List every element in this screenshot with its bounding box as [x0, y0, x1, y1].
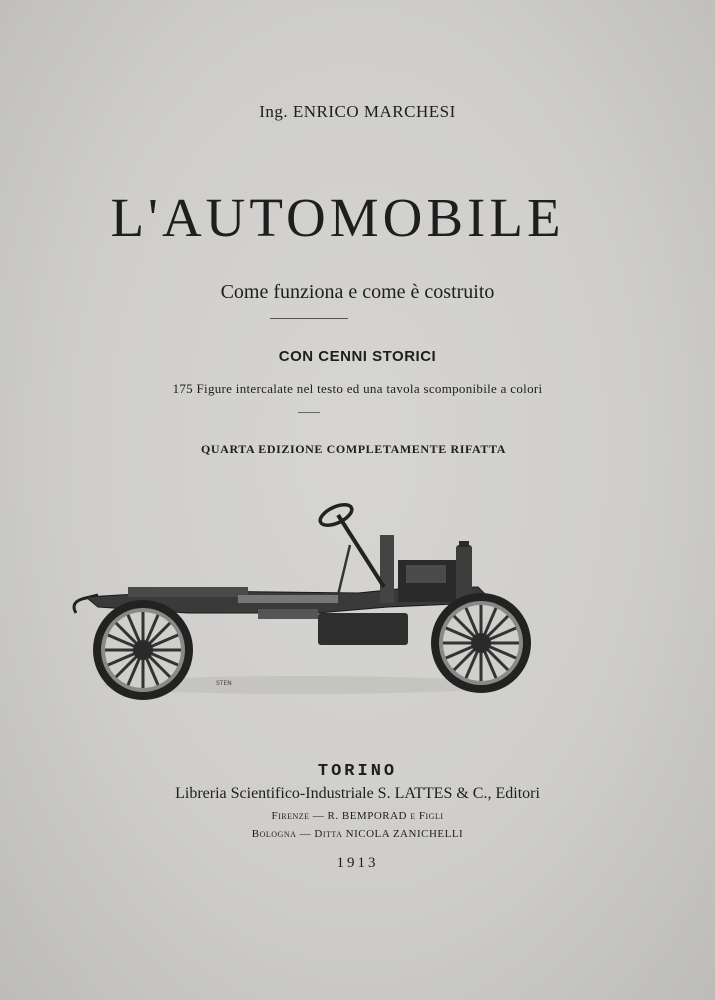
imprint-firenze: Firenze — R. BEMPORAD e Figli — [271, 810, 444, 822]
edition-note: QUARTA EDIZIONE COMPLETAMENTE RIFATTA — [200, 442, 507, 456]
divider-rule-small — [298, 412, 320, 413]
front-wheel — [431, 593, 531, 693]
engraver-mark: STEN — [216, 680, 232, 687]
author-name: Ing. ENRICO MARCHESI — [259, 102, 456, 121]
section-heading: CON CENNI STORICI — [278, 348, 437, 365]
book-subtitle: Come funziona e come è costruito — [220, 281, 495, 303]
imprint-city: TORINO — [317, 762, 398, 781]
divider-rule — [270, 318, 348, 319]
book-title: L'AUTOMOBILE — [110, 187, 565, 248]
rear-wheel — [93, 600, 193, 700]
imprint-bologna: Bologna — Ditta NICOLA ZANICHELLI — [251, 828, 464, 840]
car-chassis-illustration — [68, 495, 538, 710]
figures-note: 175 Figure intercalate nel testo ed una tavola scomponibile a colori — [172, 381, 543, 396]
imprint-year: 1913 — [336, 855, 379, 871]
imprint-publisher: Libreria Scientifico-Industriale S. LATTES & C., Editori — [175, 785, 540, 802]
